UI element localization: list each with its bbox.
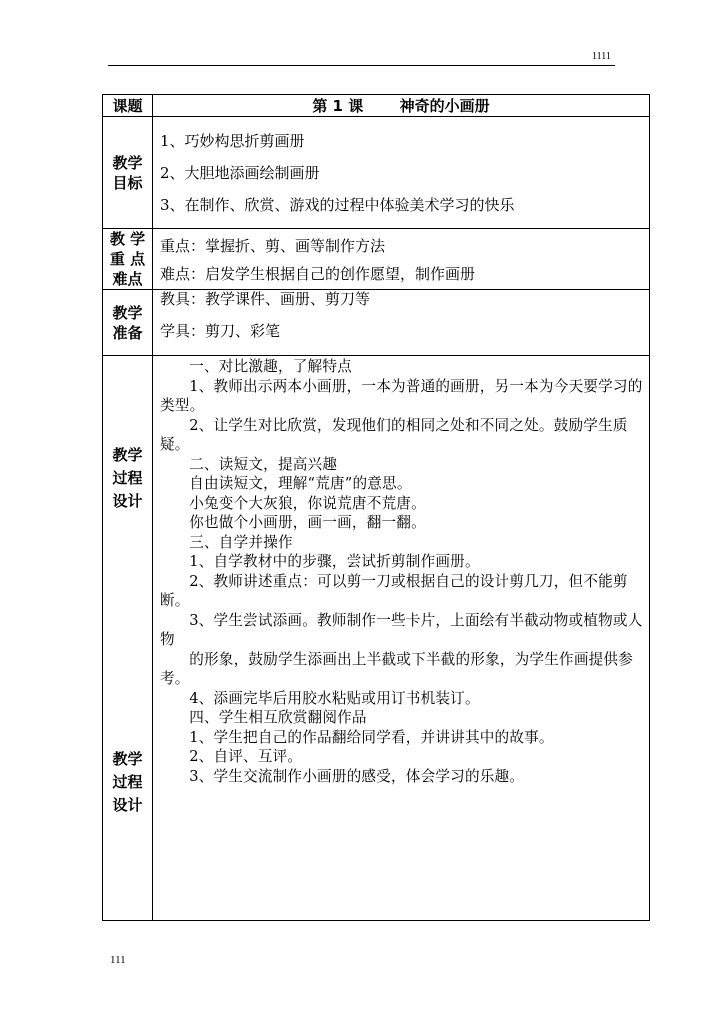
- process-line: 的形象，鼓励学生添画出上半截或下半截的形象，为学生作画提供参考。: [160, 650, 634, 687]
- process-label-top: 教学 过程 设计: [112, 446, 143, 510]
- preparation-content: [153, 290, 650, 356]
- process-line: 一、对比激趣，了解特点: [189, 358, 352, 375]
- process-row: [103, 356, 650, 921]
- key-points-label-line1: 教 学: [109, 230, 146, 248]
- footer-page-number: 111: [110, 954, 126, 966]
- process-line: 1、教师出示两本小画册，一本为普通的画册，另一本为今天要学习的类型。: [160, 377, 643, 414]
- lesson-title: 神奇的小画册: [399, 97, 490, 115]
- objective-item: 1、巧妙构思折剪画册: [160, 131, 305, 150]
- process-label-bottom: 教学 过程 设计: [112, 750, 143, 814]
- objectives-content: [153, 117, 650, 229]
- header-page-number: 1111: [592, 51, 611, 62]
- process-line: 2、自评、互评。: [189, 748, 303, 765]
- process-content: [153, 356, 650, 921]
- preparation-label-line2: 准备: [112, 323, 143, 342]
- key-points-label-line3: 难点: [112, 270, 143, 288]
- lesson-plan-table: [102, 94, 650, 921]
- key-points-label-line2: 重 点: [109, 250, 146, 268]
- process-line: 小兔变个大灰狼，你说荒唐不荒唐。: [189, 494, 426, 512]
- process-line: 4、添画完毕后用胶水粘贴或用订书机装订。: [189, 689, 480, 707]
- preparation-label: [103, 290, 153, 356]
- process-line: 1、学生把自己的作品翻给同学看，并讲讲其中的故事。: [189, 728, 554, 746]
- process-line: 3、学生尝试添画。教师制作一些卡片，上面绘有半截动物或植物或人物: [160, 611, 643, 648]
- objective-item: 3、在制作、欣赏、游戏的过程中体验美术学习的快乐: [160, 195, 515, 214]
- topic-label: 课题: [103, 95, 153, 117]
- process-line: 你也做个小画册，画一画，翻一翻。: [189, 514, 426, 531]
- process-line: 三、自学并操作: [189, 533, 293, 551]
- key-points-row: [103, 229, 650, 290]
- topic-row: [103, 95, 650, 117]
- student-materials: 学具：剪刀、彩笔: [160, 322, 281, 340]
- preparation-row: [103, 290, 650, 356]
- key-focus: 重点：掌握折、剪、画等制作方法: [160, 237, 386, 255]
- objectives-label: [103, 117, 153, 229]
- objectives-label-line1: 教学: [112, 153, 143, 172]
- process-line: 2、让学生对比欣赏，发现他们的相同之处和不同之处。鼓励学生质疑。: [160, 416, 628, 453]
- process-line: 1、自学教材中的步骤，尝试折剪制作画册。: [189, 553, 480, 570]
- objective-item: 2、大胆地添画绘制画册: [160, 163, 320, 182]
- process-line: 二、读短文，提高兴趣: [189, 455, 338, 473]
- header-rule: [108, 65, 615, 66]
- lesson-title-cell: [153, 95, 650, 117]
- key-points-content: [153, 229, 650, 290]
- process-line: 四、学生相互欣赏翻阅作品: [189, 709, 367, 726]
- key-difficulty: 难点：启发学生根据自己的创作愿望，制作画册: [160, 264, 476, 283]
- process-line: 2、教师讲述重点：可以剪一刀或根据自己的设计剪几刀，但不能剪断。: [160, 572, 628, 609]
- objectives-label-line2: 目标: [112, 173, 143, 192]
- process-line: 自由读短文，理解“荒唐”的意思。: [189, 475, 412, 492]
- teacher-materials: 教具：教学课件、画册、剪刀等: [160, 290, 371, 308]
- process-label: [103, 356, 153, 921]
- preparation-label-line1: 教学: [112, 303, 143, 322]
- process-line: 3、学生交流制作小画册的感受，体会学习的乐趣。: [189, 767, 525, 785]
- objectives-row: [103, 117, 650, 229]
- lesson-number: 第 1 课: [312, 97, 364, 115]
- key-points-label: [103, 229, 153, 290]
